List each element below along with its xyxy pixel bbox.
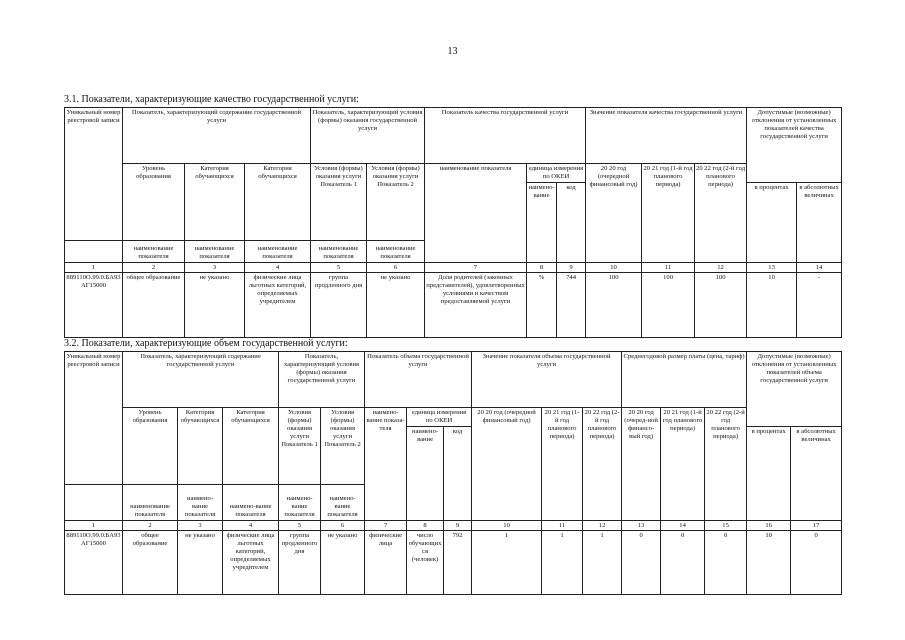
header-percent: в процентах <box>747 183 797 263</box>
col-number: 5 <box>311 263 367 273</box>
cell-value-year-3: 1 <box>583 531 622 595</box>
header-conditions: Показатель, характеризующий условия (формы) оказания государственной услуги <box>311 108 425 164</box>
col-number: 8 <box>407 521 444 531</box>
cell-cond-2: не указано <box>367 273 425 338</box>
header-deviation: Допустимые (возможные) отклонения от установленных показателей объема государственной услуги <box>747 352 842 427</box>
header-unit-code: код <box>444 427 472 521</box>
header-price: Среднегодовой размер платы (цена, тариф) <box>622 352 747 408</box>
header-unique-number: Уникальный номер реестровой записи <box>65 352 123 485</box>
header-conditions: Показатель, характеризующий условия (формы) оказания государственной услуги <box>279 352 365 408</box>
cell-absolute: - <box>797 273 842 338</box>
cell-indicator-name: Доля родителей (законных представителей), удовлетворенных условиями и качеством предоставляемой услуги <box>425 273 527 338</box>
col-number: 16 <box>747 521 791 531</box>
cell-percent: 10 <box>747 273 797 338</box>
cell-value-year-2: 1 <box>542 531 583 595</box>
cell-cond-1: группа продленного дня <box>279 531 321 595</box>
col-number: 7 <box>425 263 527 273</box>
cell-price-year-1: 0 <box>622 531 661 595</box>
cell-percent: 10 <box>747 531 791 595</box>
cell-category: не указано <box>185 273 245 338</box>
subheader-indicator-name: наимено-вание показателя <box>178 485 223 521</box>
subheader-indicator-name: наименование показателя <box>185 241 245 263</box>
header-content: Показатель, характеризующий содержание государственной услуги <box>123 108 311 164</box>
header-value: Значение показателя объема государственной услуги <box>472 352 622 408</box>
col-number: 17 <box>791 521 842 531</box>
col-number: 1 <box>65 521 123 531</box>
cell-price-year-3: 0 <box>705 531 747 595</box>
col-number: 6 <box>321 521 365 531</box>
header-year-1: 20 20 год (очередной финансовый год) <box>586 164 642 263</box>
col-number: 11 <box>542 521 583 531</box>
header-price-year-1: 20 20 год (очеред-ной финансо-вый год) <box>622 408 661 521</box>
header-price-year-2: 20 21 год (1-й год планового периода) <box>661 408 705 521</box>
cell-year-3: 100 <box>695 273 747 338</box>
cell-cond-2: не указано <box>321 531 365 595</box>
subheader-indicator-name: наимено-вание показателя <box>279 485 321 521</box>
cell-registry-number: 889110О.99.0.БА93АГ15000 <box>65 273 123 338</box>
header-price-year-3: 20 22 год (2-й год планового периода) <box>705 408 747 521</box>
col-number: 3 <box>178 521 223 531</box>
cell-indicator-name: физические лица <box>365 531 407 595</box>
header-value: Значение показателя качества государственной услуги <box>586 108 747 164</box>
header-deviation: Допустимые (возможные) отклонения от установленных показателей качества государственной услуги <box>747 108 842 183</box>
subheader-indicator-name: наимено-вание показателя <box>223 485 279 521</box>
header-year-3: 20 22 год (2-й год планового периода) <box>695 164 747 263</box>
col-number: 4 <box>245 263 311 273</box>
subheader-indicator-name: наименование показателя <box>123 485 178 521</box>
cell-registry-number: 889110О.99.0.БА93АГ15000 <box>65 531 123 595</box>
col-number: 6 <box>367 263 425 273</box>
cell-year-1: 100 <box>586 273 642 338</box>
cell-cond-1: группа продленного дня <box>311 273 367 338</box>
header-percent: в процентах <box>747 427 791 521</box>
col-number: 14 <box>661 521 705 531</box>
col-number: 9 <box>444 521 472 531</box>
col-number: 13 <box>747 263 797 273</box>
subheader-indicator-name: наимено-вание показателя <box>321 485 365 521</box>
header-level: Уровень образования <box>123 408 178 485</box>
col-number: 1 <box>65 263 123 273</box>
header-category: Категория обучающихся <box>178 408 223 485</box>
col-number: 9 <box>557 263 586 273</box>
col-number: 10 <box>472 521 542 531</box>
subheader-indicator-name: наименование показателя <box>245 241 311 263</box>
subheader-indicator-name: наименование показателя <box>367 241 425 263</box>
header-category-2: Категория обучающихся <box>245 164 311 241</box>
header-cond-1: Условия (формы) оказания услуги Показатель 1 <box>311 164 367 241</box>
subheader-indicator-name: наименование показателя <box>311 241 367 263</box>
header-value-year-1: 20 20 год (очередной финансовый год) <box>472 408 542 521</box>
header-unique-number: Уникальный номер реестровой записи <box>65 108 123 241</box>
cell-year-2: 100 <box>642 273 695 338</box>
header-value-year-2: 20 21 год (1-й год планового периода) <box>542 408 583 521</box>
cell-price-year-2: 0 <box>661 531 705 595</box>
volume-table <box>64 351 842 595</box>
cell-unit-name: число обучающихся (человек) <box>407 531 444 595</box>
header-cond-1: Условия (формы) оказания услуги Показатель 1 <box>279 408 321 485</box>
col-number: 2 <box>123 263 185 273</box>
header-absolute: в абсолютных величинах <box>797 183 842 263</box>
header-year-2: 20 21 год (1-й год планового периода) <box>642 164 695 263</box>
header-cond-2: Условия (формы) оказания услуги Показатель 2 <box>367 164 425 241</box>
header-category: Категория обучающихся <box>185 164 245 241</box>
header-indicator-name: наименование показателя <box>425 164 527 263</box>
cell-unit-name: % <box>527 273 557 338</box>
col-number: 2 <box>123 521 178 531</box>
header-cond-2: Условия (формы) оказания услуги Показатель 2 <box>321 408 365 485</box>
header-unit-code: код <box>557 183 586 263</box>
cell-level: общее образование <box>123 273 185 338</box>
col-number: 4 <box>223 521 279 531</box>
header-value-year-3: 20 22 год (2-й год планового периода) <box>583 408 622 521</box>
header-unit-name: наимено-вание <box>527 183 557 263</box>
col-number: 12 <box>583 521 622 531</box>
col-number: 10 <box>586 263 642 273</box>
cell-unit-code: 744 <box>557 273 586 338</box>
header-category-2: Категория обучающихся <box>223 408 279 485</box>
col-number: 7 <box>365 521 407 531</box>
cell-value-year-1: 1 <box>472 531 542 595</box>
col-number: 15 <box>705 521 747 531</box>
cell-category: не указано <box>178 531 223 595</box>
cell-level: общее образование <box>123 531 178 595</box>
header-blank <box>65 485 123 521</box>
header-absolute: в абсолютных величинах <box>791 427 842 521</box>
header-content: Показатель, характеризующий содержание государственной услуги <box>123 352 279 408</box>
col-number: 8 <box>527 263 557 273</box>
section-1-title: 3.1. Показатели, характеризующие качество государственной услуги: <box>64 94 359 105</box>
page-number: 13 <box>447 46 458 57</box>
col-number: 3 <box>185 263 245 273</box>
quality-table <box>64 107 842 338</box>
cell-category-2: физические лица льготных категорий, определяемых учредителем <box>223 531 279 595</box>
header-unit: единица измерения по ОКЕИ <box>407 408 472 427</box>
col-number: 11 <box>642 263 695 273</box>
col-number: 12 <box>695 263 747 273</box>
header-volume: Показатель объема государственной услуги <box>365 352 472 408</box>
header-blank <box>65 241 123 263</box>
header-level: Уровень образования <box>123 164 185 241</box>
cell-unit-code: 792 <box>444 531 472 595</box>
col-number: 14 <box>797 263 842 273</box>
header-unit-name: наимено-вание <box>407 427 444 521</box>
cell-category-2: физические лица льготных категорий, определяемых учредителем <box>245 273 311 338</box>
header-indicator-name: наимено-вание показа-теля <box>365 408 407 521</box>
header-unit: единица измерения по ОКЕИ <box>527 164 586 183</box>
col-number: 5 <box>279 521 321 531</box>
col-number: 13 <box>622 521 661 531</box>
header-quality: Показатель качества государственной услуги <box>425 108 586 164</box>
cell-absolute: 0 <box>791 531 842 595</box>
section-2-title: 3.2. Показатели, характеризующие объем государственной услуги: <box>64 338 348 349</box>
subheader-indicator-name: наименование показателя <box>123 241 185 263</box>
